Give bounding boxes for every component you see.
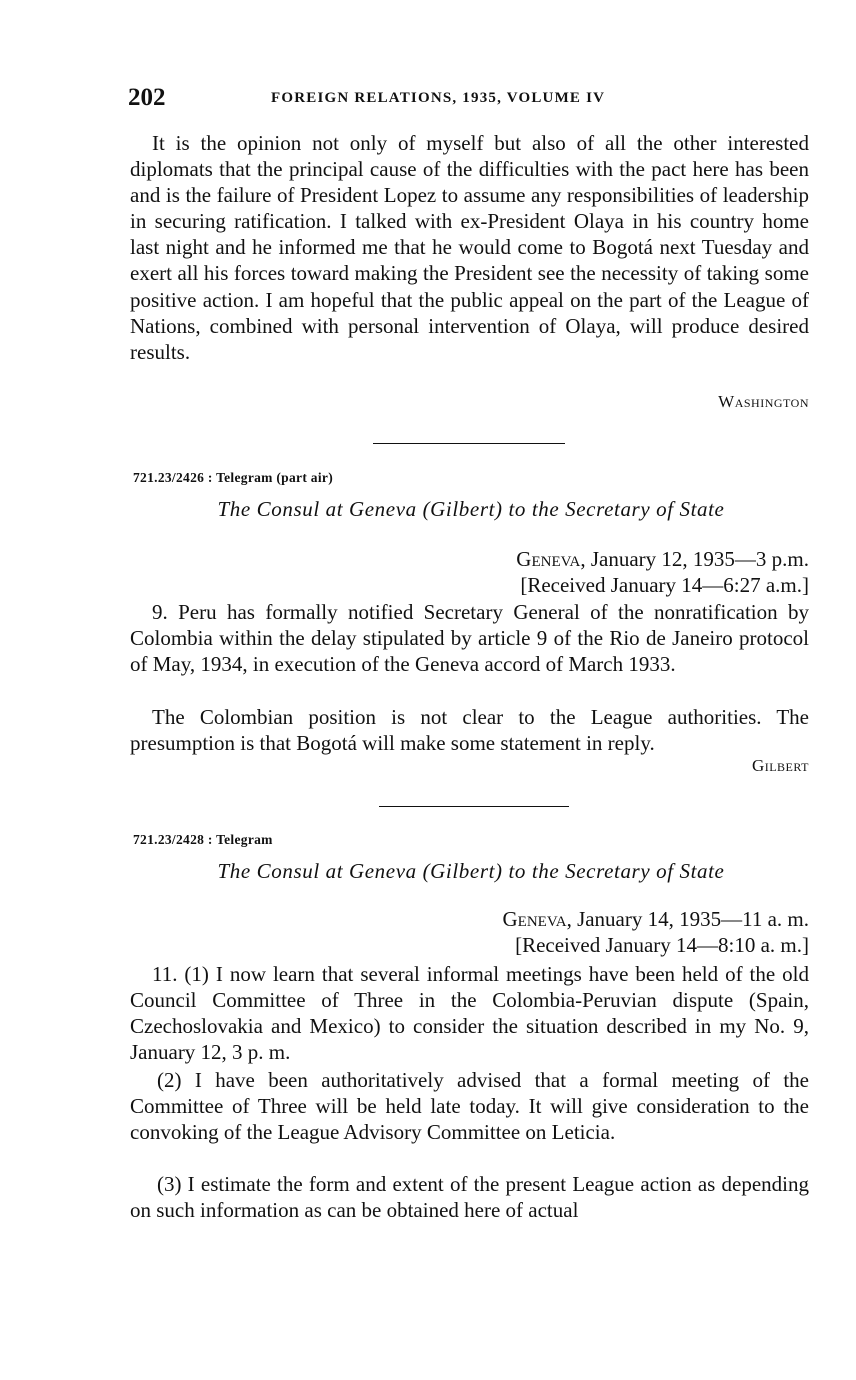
doc1-paragraph-1: 9. Peru has formally notified Secretary General of the nonratification by Colombia within the delay stipulated by article 9 of the Rio de Janeiro protocol of May, 1934, in execution of the Geneva accord of March 1933. xyxy=(130,600,809,677)
doc2-paragraph-2: (2) I have been authoritatively advised that a formal meeting of the Committee of Three will be held late today. It will give consideration to the convoking of the League Advisory Committee on Leticia. xyxy=(130,1068,809,1145)
doc2-paragraph-1: 11. (1) I now learn that several informal meetings have been held of the old Council Committee of Three in the Colombia-Peruvian dispute (Spain, Czechoslovakia and Mexico) to consider the situation described in my No. 9, January 12, 3 p. m. xyxy=(130,962,809,1065)
dateline-date-1: , January 12, 1935—3 p.m. xyxy=(580,547,809,571)
file-reference-1: 721.23/2426 : Telegram (part air) xyxy=(133,470,333,485)
dateline-place-1: Geneva xyxy=(516,547,581,571)
signature-washington: Washington xyxy=(718,392,809,411)
intro-paragraph: It is the opinion not only of myself but also of all the other interested diplomats that the principal cause of the difficulties with the pact here has been and is the failure of President Lopez to assume any responsibilities of leadership in securing ratification. I talked with ex-President Olaya in his country home last night and he informed me that he would come to Bogotá next Tuesday and exert all his forces toward making the President see the necessity of taking some positive action. I am hopeful that the public appeal on the part of the League of Nations, combined with personal intervention of Olaya, will produce desired results. xyxy=(130,131,809,364)
document-heading-1: The Consul at Geneva (Gilbert) to the Secretary of State xyxy=(217,497,725,521)
dateline-place-2: Geneva xyxy=(502,907,567,931)
doc2-paragraph-3: (3) I estimate the form and extent of the present League action as depending on such information as can be obtained here of actual xyxy=(130,1172,809,1223)
dateline-2 xyxy=(503,906,810,958)
signature-gilbert: Gilbert xyxy=(751,756,809,775)
received-line-2: [Received January 14—8:10 a. m.] xyxy=(515,933,809,957)
journal-title: FOREIGN RELATIONS, 1935, VOLUME IV xyxy=(271,90,606,106)
dateline-date-2: , January 14, 1935—11 a. m. xyxy=(566,907,809,931)
section-divider-2 xyxy=(379,806,569,807)
document-heading-2: The Consul at Geneva (Gilbert) to the Secretary of State xyxy=(217,859,725,883)
dateline-1 xyxy=(516,546,809,598)
section-divider-1 xyxy=(373,443,565,444)
file-reference-2: 721.23/2428 : Telegram xyxy=(133,832,273,847)
running-head xyxy=(128,84,809,114)
doc1-paragraph-2: The Colombian position is not clear to the League authorities. The presumption is that Bogotá will make some statement in reply. xyxy=(130,705,809,756)
page-number: 202 xyxy=(128,84,166,111)
received-line-1: [Received January 14—6:27 a.m.] xyxy=(520,573,809,597)
